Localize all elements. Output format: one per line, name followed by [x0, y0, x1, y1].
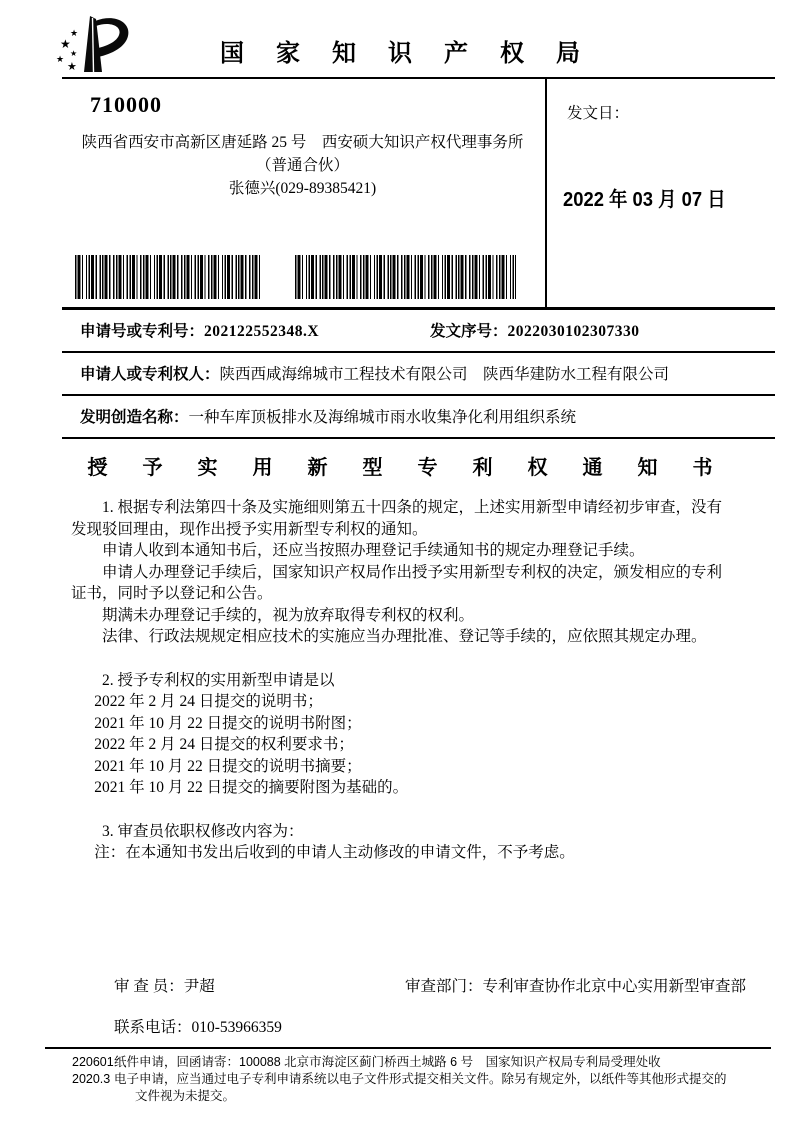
dispatch-date-value: 2022 年 03 月 07 日	[563, 189, 726, 211]
basis-item: 2021 年 10 月 22 日提交的说明书附图；	[94, 714, 362, 732]
recipient-address: 陕西省西安市高新区唐延路 25 号 西安硕大知识产权代理事务所（普通合伙）	[81, 134, 524, 174]
applicant-row	[62, 353, 775, 396]
svg-text:★: ★	[70, 28, 79, 38]
postal-code: 710000	[90, 92, 162, 117]
svg-text:★: ★	[56, 54, 65, 64]
applicant-value: 陕西西咸海绵城市工程技术有限公司 陕西华建防水工程有限公司	[219, 366, 670, 383]
footer-divider	[45, 1047, 771, 1049]
field-rows	[62, 310, 775, 439]
basis-item: 2021 年 10 月 22 日提交的摘要附图为基础的。	[94, 779, 409, 796]
applicant-label: 申请人或专利权人：	[80, 366, 220, 383]
notice-body	[71, 497, 733, 864]
svg-text:★: ★	[60, 37, 71, 51]
application-number-row	[62, 310, 775, 353]
footer-line3: 文件视为未提交。	[135, 1089, 236, 1103]
phone-row	[114, 1015, 282, 1037]
phone-label: 联系电话：	[114, 1019, 192, 1036]
department-label: 审查部门：	[405, 978, 483, 995]
dispatch-serial-value: 2022030102307330	[507, 323, 640, 340]
section3-heading: 3. 审查员依职权修改内容为：	[102, 822, 304, 840]
body-paragraph: 1. 根据专利法第四十条及实施细则第五十四条的规定，上述实用新型申请经初步审查，没有发现驳回理由，现作出授予实用新型专利权的通知。	[71, 499, 723, 538]
examiner-label: 审 查 员：	[114, 978, 184, 995]
examiner-group	[114, 974, 215, 996]
note-line: 注：在本通知书发出后收到的申请人主动修改的申请文件，不予考虑。	[94, 844, 575, 861]
basis-intro: 2. 授予专利权的实用新型申请是以	[102, 671, 335, 689]
address-dispatch-box	[62, 79, 775, 310]
recipient-block	[62, 79, 545, 307]
barcode-left	[75, 255, 260, 299]
dispatch-serial-label: 发文序号：	[430, 323, 508, 340]
body-paragraph: 申请人办理登记手续后，国家知识产权局作出授予实用新型专利权的决定，颁发相应的专利证书，同时予以登记和公告。	[71, 563, 723, 602]
form-code: 220601	[72, 1055, 114, 1069]
form-date: 2020.3	[72, 1072, 111, 1086]
examiner-name: 尹超	[183, 978, 215, 995]
svg-text:★: ★	[70, 49, 78, 58]
department-group	[405, 974, 746, 996]
footer-text-column	[114, 1054, 788, 1105]
basis-item: 2022 年 2 月 24 日提交的说明书；	[94, 693, 323, 710]
svg-text:★: ★	[67, 61, 77, 73]
recipient-address-block	[80, 131, 525, 200]
form-code-column	[72, 1054, 114, 1105]
spacer	[71, 799, 733, 821]
dispatch-date-label: 发文日：	[567, 105, 630, 122]
invention-title-row	[62, 396, 775, 439]
notice-title: 授 予 实 用 新 型 专 利 权 通 知 书	[87, 457, 728, 479]
basis-item: 2022 年 2 月 24 日提交的权利要求书；	[94, 736, 354, 753]
footer-line1: 纸件申请，回函请寄：100088 北京市海淀区蓟门桥西土城路 6 号 国家知识产权局专利局受理处收	[114, 1055, 661, 1069]
basis-item: 2021 年 10 月 22 日提交的说明书摘要；	[94, 757, 362, 775]
recipient-contact: 张德兴(029-89385421)	[228, 180, 377, 197]
invention-title-value: 一种车库顶板排水及海绵城市雨水收集净化利用组织系统	[188, 409, 577, 426]
dispatch-serial-group	[430, 319, 640, 341]
footer-line2: 电子申请，应当通过电子专利申请系统以电子文件形式提交相关文件。除另有规定外，以纸件等其他形式提交的	[114, 1072, 727, 1086]
body-paragraph: 期满未办理登记手续的，视为放弃取得专利权的权利。	[102, 606, 475, 624]
phone-number: 010-53966359	[191, 1019, 282, 1036]
dispatch-date-block	[547, 79, 775, 307]
agency-title: 国 家 知 识 产 权 局	[220, 41, 593, 67]
application-number-label: 申请号或专利号：	[80, 323, 205, 340]
department-name: 专利审查协作北京中心实用新型审查部	[482, 978, 747, 995]
body-paragraph: 申请人收到本通知书后，还应当按照办理登记手续通知书的规定办理登记手续。	[102, 542, 645, 559]
application-number-value: 202122552348.X	[204, 323, 320, 340]
body-paragraph: 法律、行政法规规定相应技术的实施应当办理批准、登记等手续的，应依照其规定办理。	[102, 628, 707, 645]
barcode-right	[295, 255, 516, 299]
footer	[72, 1054, 788, 1105]
spacer	[71, 648, 733, 670]
invention-title-label: 发明创造名称：	[80, 409, 189, 426]
